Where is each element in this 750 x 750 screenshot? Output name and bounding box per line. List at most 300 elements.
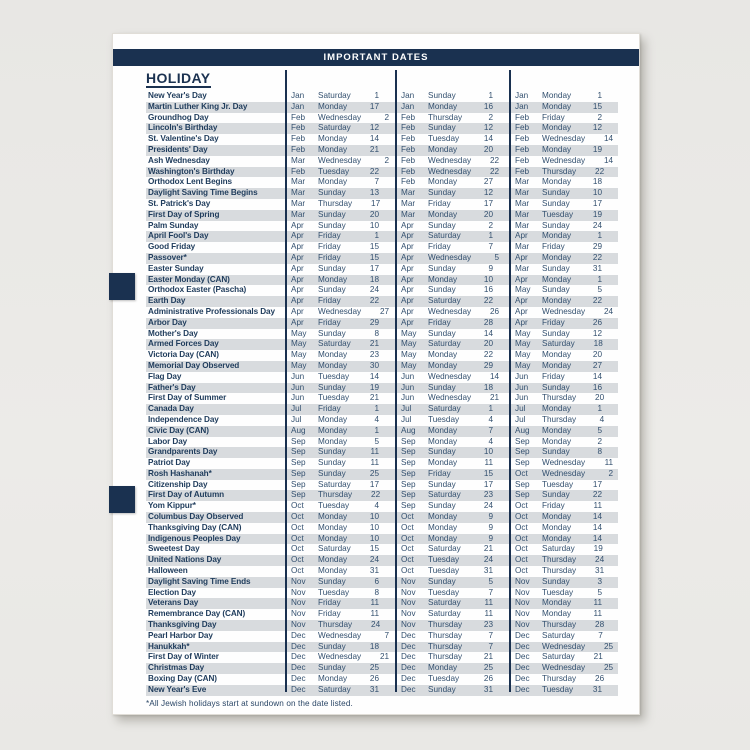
- day-cell: 12: [369, 123, 379, 133]
- holiday-row: [146, 620, 618, 631]
- day-cell: 25: [369, 468, 379, 478]
- day-cell: 17: [483, 198, 493, 208]
- date-group: [395, 329, 509, 340]
- month-cell: Feb: [401, 123, 416, 133]
- date-group: [395, 620, 509, 631]
- date-group: [285, 275, 395, 286]
- month-cell: Apr: [291, 220, 304, 230]
- month-cell: Apr: [291, 317, 304, 327]
- day-cell: 16: [592, 382, 602, 392]
- month-cell: Nov: [401, 620, 416, 630]
- day-cell: 9: [488, 263, 493, 273]
- holiday-name: Lincoln's Birthday: [148, 123, 218, 133]
- date-group: [285, 339, 395, 350]
- day-cell: 15: [369, 252, 379, 262]
- day-cell: 24: [369, 555, 379, 565]
- month-cell: May: [401, 328, 417, 338]
- weekday-cell: Thursday: [542, 674, 577, 684]
- weekday-cell: Sunday: [542, 198, 570, 208]
- day-cell: 25: [369, 663, 379, 673]
- holiday-row: [146, 199, 618, 210]
- month-cell: Oct: [401, 522, 414, 532]
- holiday-name: Remembrance Day (CAN): [148, 609, 246, 619]
- weekday-cell: Monday: [542, 177, 572, 187]
- weekday-cell: Monday: [428, 177, 458, 187]
- day-cell: 19: [592, 144, 602, 154]
- important-dates-banner: [113, 49, 639, 66]
- date-group: [509, 91, 618, 102]
- month-cell: May: [515, 350, 531, 360]
- date-group: [395, 501, 509, 512]
- weekday-cell: Sunday: [428, 479, 456, 489]
- day-cell: 14: [592, 512, 602, 522]
- date-group: [285, 555, 395, 566]
- weekday-cell: Monday: [318, 144, 348, 154]
- weekday-cell: Sunday: [318, 576, 346, 586]
- weekday-cell: Sunday: [318, 447, 346, 457]
- day-cell: 29: [592, 242, 602, 252]
- day-cell: 5: [494, 252, 500, 262]
- day-cell: 14: [483, 134, 493, 144]
- month-cell: Oct: [291, 533, 304, 543]
- day-cell: 8: [374, 587, 379, 597]
- day-cell: 18: [369, 641, 379, 651]
- month-cell: Apr: [401, 231, 414, 241]
- day-cell: 22: [592, 252, 602, 262]
- day-cell: 25: [483, 663, 493, 673]
- date-group: [509, 588, 618, 599]
- month-cell: Dec: [515, 630, 530, 640]
- month-cell: Sep: [291, 436, 306, 446]
- weekday-cell: Tuesday: [542, 684, 574, 694]
- day-cell: 11: [484, 458, 493, 468]
- day-cell: 21: [593, 652, 603, 662]
- holiday-row: [146, 501, 618, 512]
- day-cell: 20: [483, 144, 493, 154]
- weekday-cell: Wednesday: [428, 252, 472, 262]
- month-cell: Aug: [291, 425, 306, 435]
- day-cell: 14: [369, 371, 379, 381]
- date-group: [395, 652, 509, 663]
- weekday-cell: Sunday: [428, 220, 456, 230]
- month-cell: Jul: [515, 414, 526, 424]
- day-cell: 18: [369, 274, 379, 284]
- month-cell: Mar: [515, 220, 530, 230]
- weekday-cell: Saturday: [428, 339, 461, 349]
- day-cell: 21: [369, 144, 379, 154]
- weekday-cell: Wednesday: [318, 112, 362, 122]
- month-cell: Feb: [401, 166, 416, 176]
- weekday-cell: Sunday: [428, 447, 456, 457]
- day-cell: 2: [488, 112, 493, 122]
- day-cell: 19: [592, 209, 602, 219]
- date-group: [285, 156, 395, 167]
- month-cell: Oct: [401, 555, 414, 565]
- month-cell: Dec: [291, 652, 306, 662]
- month-cell: Apr: [401, 274, 414, 284]
- date-group: [509, 577, 618, 588]
- holiday-name: Thanksgiving Day (CAN): [148, 522, 242, 532]
- weekday-cell: Wednesday: [428, 166, 472, 176]
- holiday-row: [146, 253, 618, 264]
- holiday-row: [146, 598, 618, 609]
- date-group: [509, 156, 618, 167]
- weekday-cell: Tuesday: [318, 587, 350, 597]
- day-cell: 26: [369, 674, 379, 684]
- month-cell: Feb: [291, 123, 306, 133]
- day-cell: 5: [488, 576, 493, 586]
- weekday-cell: Tuesday: [428, 566, 460, 576]
- day-cell: 11: [593, 598, 602, 608]
- date-group: [509, 480, 618, 491]
- day-cell: 21: [369, 339, 379, 349]
- holiday-row: [146, 652, 618, 663]
- date-group: [395, 555, 509, 566]
- month-cell: Jun: [291, 393, 305, 403]
- weekday-cell: Wednesday: [428, 155, 472, 165]
- date-group: [395, 447, 509, 458]
- holiday-name: Columbus Day Observed: [148, 512, 244, 522]
- holiday-row: [146, 458, 618, 469]
- day-cell: 4: [488, 414, 493, 424]
- month-cell: Oct: [401, 566, 414, 576]
- day-cell: 19: [593, 544, 603, 554]
- weekday-cell: Monday: [542, 296, 572, 306]
- holiday-row: [146, 231, 618, 242]
- weekday-cell: Sunday: [542, 220, 570, 230]
- holiday-name: Martin Luther King Jr. Day: [148, 101, 248, 111]
- holiday-name: First Day of Spring: [148, 209, 220, 219]
- day-cell: 20: [595, 393, 605, 403]
- day-cell: 7: [488, 242, 493, 252]
- day-cell: 15: [369, 242, 379, 252]
- month-cell: Dec: [291, 684, 306, 694]
- month-cell: Sep: [401, 490, 416, 500]
- holiday-row: [146, 296, 618, 307]
- month-cell: Apr: [401, 296, 414, 306]
- date-group: [509, 253, 618, 264]
- day-cell: 29: [369, 317, 379, 327]
- month-cell: Apr: [401, 306, 414, 316]
- holiday-row: [146, 167, 618, 178]
- day-cell: 31: [483, 684, 493, 694]
- weekday-cell: Sunday: [542, 285, 570, 295]
- day-cell: 2: [384, 112, 390, 122]
- holiday-row: [146, 490, 618, 501]
- holiday-name: Flag Day: [148, 371, 182, 381]
- month-cell: Apr: [401, 220, 414, 230]
- day-cell: 20: [483, 339, 493, 349]
- weekday-cell: Thursday: [318, 490, 353, 500]
- date-group: [285, 318, 395, 329]
- holiday-row: [146, 631, 618, 642]
- date-group: [509, 544, 618, 555]
- month-cell: Nov: [291, 620, 306, 630]
- date-group: [285, 631, 395, 642]
- holiday-row: [146, 588, 618, 599]
- date-group: [509, 437, 618, 448]
- day-cell: 22: [483, 350, 493, 360]
- day-cell: 6: [374, 576, 379, 586]
- month-cell: Mar: [291, 188, 306, 198]
- month-cell: Feb: [291, 144, 306, 154]
- day-cell: 20: [592, 350, 602, 360]
- date-group: [395, 221, 509, 232]
- day-cell: 5: [597, 285, 602, 295]
- date-group: [509, 339, 618, 350]
- weekday-cell: Monday: [428, 533, 458, 543]
- day-cell: 11: [484, 598, 493, 608]
- holiday-name: Independence Day: [148, 414, 219, 424]
- date-group: [395, 134, 509, 145]
- day-cell: 28: [595, 620, 605, 630]
- weekday-cell: Sunday: [428, 285, 456, 295]
- month-cell: Dec: [291, 641, 306, 651]
- day-cell: 7: [374, 177, 379, 187]
- weekday-cell: Sunday: [542, 576, 570, 586]
- month-cell: Jun: [515, 393, 529, 403]
- date-group: [509, 231, 618, 242]
- month-cell: Oct: [291, 522, 304, 532]
- date-group: [509, 285, 618, 296]
- date-group: [395, 145, 509, 156]
- month-cell: Nov: [515, 576, 530, 586]
- month-cell: Feb: [515, 155, 530, 165]
- holiday-row: [146, 544, 618, 555]
- day-cell: 17: [592, 479, 602, 489]
- weekday-cell: Monday: [318, 674, 348, 684]
- month-cell: Sep: [401, 468, 416, 478]
- holiday-name: Daylight Saving Time Begins: [148, 188, 258, 198]
- date-group: [285, 566, 395, 577]
- weekday-cell: Monday: [542, 350, 572, 360]
- weekday-cell: Wednesday: [318, 306, 362, 316]
- month-cell: Apr: [515, 252, 528, 262]
- column-divider: [285, 70, 287, 692]
- weekday-cell: Wednesday: [542, 468, 586, 478]
- day-cell: 14: [592, 371, 602, 381]
- month-cell: Oct: [291, 566, 304, 576]
- date-group: [395, 437, 509, 448]
- weekday-cell: Tuesday: [428, 587, 460, 597]
- day-cell: 24: [595, 555, 605, 565]
- weekday-cell: Sunday: [318, 263, 346, 273]
- date-group: [509, 501, 618, 512]
- month-cell: Nov: [291, 598, 306, 608]
- date-group: [509, 393, 618, 404]
- month-cell: May: [515, 328, 531, 338]
- month-cell: Feb: [401, 177, 416, 187]
- day-cell: 15: [369, 544, 379, 554]
- day-cell: 15: [592, 101, 602, 111]
- weekday-cell: Monday: [318, 566, 348, 576]
- holiday-row: [146, 361, 618, 372]
- month-cell: Jul: [515, 404, 526, 414]
- day-cell: 23: [369, 350, 379, 360]
- month-cell: May: [291, 360, 307, 370]
- weekday-cell: Saturday: [428, 609, 461, 619]
- month-cell: Jun: [401, 393, 415, 403]
- date-group: [395, 534, 509, 545]
- month-cell: Mar: [515, 188, 530, 198]
- day-cell: 12: [483, 123, 493, 133]
- month-cell: Feb: [515, 144, 530, 154]
- weekday-cell: Monday: [428, 663, 458, 673]
- holiday-name: Veterans Day: [148, 598, 199, 608]
- weekday-cell: Monday: [542, 425, 572, 435]
- day-cell: 11: [370, 598, 379, 608]
- day-cell: 11: [370, 609, 379, 619]
- day-cell: 10: [592, 188, 602, 198]
- weekday-cell: Monday: [542, 91, 572, 100]
- weekday-cell: Tuesday: [318, 393, 350, 403]
- holiday-row: [146, 404, 618, 415]
- holiday-name: United Nations Day: [148, 555, 222, 565]
- date-group: [395, 123, 509, 134]
- column-divider: [509, 70, 511, 692]
- date-group: [509, 652, 618, 663]
- weekday-cell: Monday: [542, 598, 572, 608]
- month-cell: Dec: [401, 641, 416, 651]
- weekday-cell: Sunday: [542, 490, 570, 500]
- holiday-name: Thanksgiving Day: [148, 620, 217, 630]
- holiday-row: [146, 210, 618, 221]
- month-cell: Jul: [291, 404, 302, 414]
- day-cell: 24: [592, 220, 602, 230]
- month-cell: Oct: [515, 468, 528, 478]
- weekday-cell: Tuesday: [318, 501, 350, 511]
- month-cell: Sep: [515, 490, 530, 500]
- date-group: [285, 426, 395, 437]
- day-cell: 22: [489, 166, 500, 176]
- day-cell: 9: [488, 512, 493, 522]
- holiday-name: First Day of Winter: [148, 652, 219, 662]
- date-group: [509, 242, 618, 253]
- weekday-cell: Saturday: [318, 544, 351, 554]
- month-cell: Jul: [401, 414, 412, 424]
- month-cell: Dec: [401, 652, 416, 662]
- month-cell: Jun: [515, 382, 529, 392]
- date-group: [509, 663, 618, 674]
- date-group: [285, 469, 395, 480]
- holiday-name: Easter Monday (CAN): [148, 274, 230, 284]
- date-group: [395, 480, 509, 491]
- day-cell: 24: [603, 306, 614, 316]
- month-cell: Feb: [291, 134, 306, 144]
- date-group: [509, 383, 618, 394]
- month-cell: Dec: [401, 684, 416, 694]
- holiday-row: [146, 426, 618, 437]
- month-cell: May: [515, 339, 531, 349]
- day-cell: 14: [603, 155, 614, 165]
- weekday-cell: Tuesday: [542, 209, 574, 219]
- day-cell: 3: [597, 576, 602, 586]
- date-group: [395, 285, 509, 296]
- holiday-row: [146, 177, 618, 188]
- month-cell: Nov: [515, 620, 530, 630]
- month-cell: Dec: [515, 641, 530, 651]
- weekday-cell: Wednesday: [542, 134, 586, 144]
- weekday-cell: Thursday: [542, 566, 577, 576]
- date-group: [395, 383, 509, 394]
- day-cell: 5: [597, 587, 602, 597]
- day-cell: 21: [483, 544, 493, 554]
- weekday-cell: Wednesday: [542, 663, 586, 673]
- weekday-cell: Monday: [428, 101, 458, 111]
- weekday-cell: Wednesday: [318, 630, 362, 640]
- weekday-cell: Thursday: [318, 620, 353, 630]
- date-group: [285, 264, 395, 275]
- weekday-cell: Tuesday: [542, 479, 574, 489]
- date-group: [395, 188, 509, 199]
- month-cell: Mar: [515, 263, 530, 273]
- holiday-row: [146, 264, 618, 275]
- day-cell: 10: [369, 522, 379, 532]
- day-cell: 20: [483, 209, 493, 219]
- month-cell: Oct: [401, 512, 414, 522]
- date-group: [395, 426, 509, 437]
- day-cell: 24: [369, 285, 379, 295]
- date-group: [285, 437, 395, 448]
- weekday-cell: Thursday: [542, 414, 577, 424]
- holiday-name: Administrative Professionals Day: [148, 306, 275, 316]
- weekday-cell: Sunday: [318, 220, 346, 230]
- month-cell: Jan: [291, 91, 305, 100]
- month-cell: Dec: [401, 674, 416, 684]
- holiday-row: [146, 123, 618, 134]
- weekday-cell: Thursday: [428, 620, 463, 630]
- holiday-row: [146, 350, 618, 361]
- date-group: [395, 113, 509, 124]
- holiday-name: Halloween: [148, 566, 188, 576]
- day-cell: 2: [597, 436, 602, 446]
- jewish-holidays-footnote: *All Jewish holidays start at sundown on the date listed.: [146, 698, 353, 708]
- weekday-cell: Wednesday: [542, 155, 586, 165]
- day-cell: 18: [592, 177, 602, 187]
- weekday-cell: Friday: [318, 317, 341, 327]
- day-cell: 2: [597, 112, 602, 122]
- holiday-row: [146, 512, 618, 523]
- holiday-name: St. Patrick's Day: [148, 198, 211, 208]
- holiday-name: Patriot Day: [148, 458, 191, 468]
- month-cell: Dec: [291, 663, 306, 673]
- weekday-cell: Sunday: [318, 641, 346, 651]
- weekday-cell: Tuesday: [428, 414, 460, 424]
- weekday-cell: Sunday: [318, 285, 346, 295]
- month-cell: May: [401, 339, 417, 349]
- weekday-cell: Sunday: [542, 382, 570, 392]
- month-cell: Feb: [401, 155, 416, 165]
- day-cell: 14: [592, 533, 602, 543]
- day-cell: 31: [369, 566, 379, 576]
- month-cell: Mar: [515, 177, 530, 187]
- date-group: [285, 199, 395, 210]
- date-group: [285, 145, 395, 156]
- month-cell: Apr: [291, 296, 304, 306]
- weekday-cell: Saturday: [542, 339, 575, 349]
- month-cell: Nov: [401, 609, 416, 619]
- date-group: [395, 631, 509, 642]
- date-group: [509, 534, 618, 545]
- weekday-cell: Saturday: [428, 544, 461, 554]
- date-group: [395, 404, 509, 415]
- date-group: [509, 188, 618, 199]
- weekday-cell: Monday: [428, 522, 458, 532]
- day-cell: 24: [371, 620, 381, 630]
- day-cell: 22: [369, 166, 379, 176]
- weekday-cell: Sunday: [318, 663, 346, 673]
- weekday-cell: Tuesday: [318, 371, 350, 381]
